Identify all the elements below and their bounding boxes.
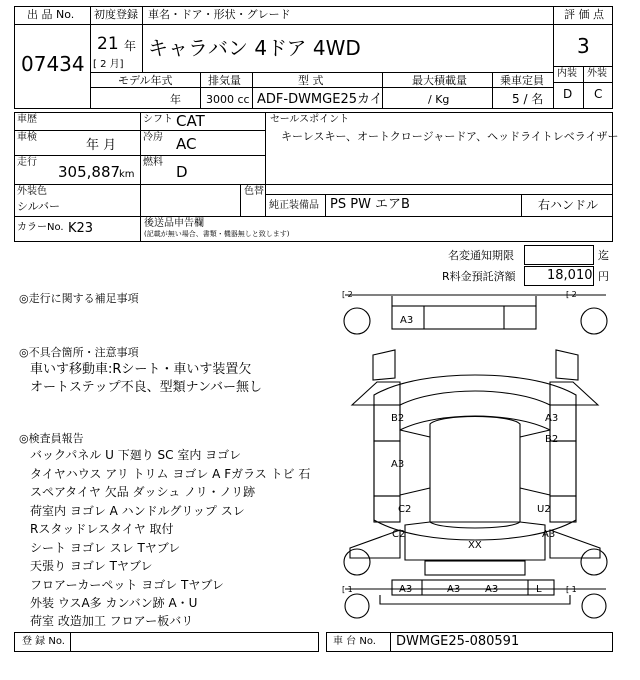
- shift: CAT: [176, 112, 205, 130]
- color-no: K23: [68, 221, 94, 236]
- inspection-label: 車検: [17, 132, 37, 143]
- lot-number: 07434: [21, 52, 85, 76]
- score-value: 3: [577, 34, 590, 58]
- ac: AC: [176, 135, 197, 153]
- tag-bottom-right: [ 1: [566, 585, 577, 594]
- inspector-title: ◎検査員報告: [19, 432, 84, 445]
- defect-line: オートステップ不良、型類ナンバー無し: [30, 380, 263, 395]
- car-label: 車名・ドア・形状・グレード: [148, 8, 291, 21]
- mark-u2-right: U2: [537, 504, 551, 515]
- history-label: 車歴: [17, 114, 37, 125]
- fuel-label: 燃料: [143, 157, 163, 168]
- mark-rear-l: L: [536, 584, 542, 595]
- first-reg-label: 初度登録: [94, 8, 138, 21]
- model-year-unit: 年: [170, 93, 181, 106]
- mark-xx-center: XX: [468, 540, 482, 551]
- color-no-label: カラーNo.: [17, 222, 64, 233]
- mark-rear-a3-3: A3: [485, 584, 499, 595]
- ac-label: 冷房: [143, 132, 163, 143]
- interior-grade: D: [563, 87, 573, 101]
- chassis-label: 車 台 No.: [333, 636, 376, 647]
- equipment-label: 純正装備品: [269, 200, 319, 211]
- mark-c2-left-b: C2: [392, 529, 406, 540]
- car-diagram: [338, 288, 614, 630]
- mark-rear-a3-1: A3: [399, 584, 413, 595]
- exterior-grade: C: [594, 87, 603, 101]
- mark-a3-right: A3: [542, 529, 556, 540]
- car-name: キャラバン 4ドア 4WD: [148, 36, 361, 60]
- mileage-label: 走行: [17, 157, 37, 168]
- sales-point-text: キーレスキー、オートクロージャードア、ヘッドライトレベライザー: [281, 130, 619, 143]
- color-value: シルバー: [17, 200, 60, 213]
- inspector-line: スペアタイヤ 欠品 ダッシュ ノリ・ノリ跡: [30, 485, 256, 499]
- reg-month: [ 2 月]: [93, 59, 124, 70]
- inspector-line: 荷室 改造加工 フロアー板バリ: [30, 614, 194, 628]
- color-label: 外装色: [17, 186, 47, 197]
- driving-notes-title: ◎走行に関する補足事項: [19, 292, 139, 305]
- wheel-front-right: [581, 308, 607, 334]
- aftermarket-note: (記載が無い場合、書類・機器無しと致します): [144, 230, 290, 238]
- load-label: 最大積載量: [412, 74, 467, 87]
- capacity-label: 乗車定員: [500, 74, 544, 87]
- mileage-unit: km: [119, 169, 135, 180]
- score-label: 評 価 点: [564, 8, 604, 21]
- aftermarket-label: 後送品申告欄: [144, 218, 204, 229]
- equipment: PS PW エアB: [330, 197, 410, 212]
- inspector-line: Rスタッドレスタイヤ 取付: [30, 522, 174, 536]
- inspector-line: フロアーカーペット ヨゴレ Tヤブレ: [30, 578, 224, 592]
- recycle-unit: 円: [598, 270, 609, 283]
- inspector-line: 荷室内 ヨゴレ A ハンドルグリップ スレ: [30, 504, 245, 518]
- defect-line: 車いす移動車:Rシート・車いす装置欠: [30, 362, 252, 377]
- inspector-line: 天張り ヨゴレ Tヤブレ: [30, 559, 153, 573]
- type-label: 型 式: [298, 74, 324, 87]
- name-change-box: [524, 245, 594, 265]
- recolor-label: 色替: [244, 186, 264, 197]
- reg-year: 21: [97, 34, 119, 54]
- mark-rear-a3-2: A3: [447, 584, 461, 595]
- reg-no-label: 登 録 No.: [22, 636, 65, 647]
- inspection-value: 年 月: [86, 138, 117, 153]
- chassis-number: DWMGE25-080591: [396, 634, 520, 649]
- mileage: 305,887: [58, 163, 121, 181]
- displacement: 3000 cc: [206, 93, 250, 106]
- inspector-line: タイヤハウス アリ トリム ヨゴレ A Fガラス トビ 石: [30, 467, 311, 481]
- defects-title: ◎不具合箇所・注意事項: [19, 346, 139, 359]
- wheel-front-left: [344, 308, 370, 334]
- name-change-unit: 迄: [598, 249, 609, 262]
- inspector-line: 外装 ウスA多 カンバン跡 A・U: [30, 596, 198, 610]
- recycle-value: 18,010: [547, 268, 593, 283]
- recycle-label: R料金預託済額: [442, 270, 516, 283]
- mark-b2-left: B2: [391, 413, 405, 424]
- inspector-line: シート ヨゴレ スレ Tヤブレ: [30, 541, 181, 555]
- tag-top-left: [ 2: [342, 290, 353, 299]
- shift-label: シフト: [143, 114, 173, 125]
- name-change-label: 名変通知期限: [448, 249, 514, 262]
- mark-front-bumper: A3: [400, 315, 414, 326]
- exterior-label: 外装: [587, 68, 607, 79]
- mark-a3-left: A3: [391, 459, 405, 470]
- mark-b2-right: B2: [545, 434, 559, 445]
- reg-year-unit: 年: [124, 39, 137, 53]
- mark-c2-left-a: C2: [398, 504, 412, 515]
- displacement-label: 排気量: [208, 74, 241, 87]
- model-type: ADF-DWMGE25カイ: [257, 92, 383, 107]
- fuel: D: [176, 163, 188, 181]
- handle: 右ハンドル: [538, 198, 599, 212]
- wheel-rear-left: [344, 549, 370, 575]
- lot-label: 出 品 No.: [27, 8, 75, 21]
- inspector-line: バックパネル U 下廻り SC 室内 ヨゴレ: [30, 448, 242, 462]
- mark-a3-front-right: A3: [545, 413, 559, 424]
- tag-top-right: [ 2: [566, 290, 577, 299]
- tag-bottom-left: [ 1: [342, 585, 353, 594]
- wheel-rear-right: [581, 549, 607, 575]
- max-load: / Kg: [428, 93, 450, 106]
- interior-label: 内装: [557, 68, 577, 79]
- capacity: 5 / 名: [512, 92, 544, 106]
- model-year-label: モデル年式: [118, 74, 173, 87]
- sales-point-label: セールスポイント: [270, 114, 350, 125]
